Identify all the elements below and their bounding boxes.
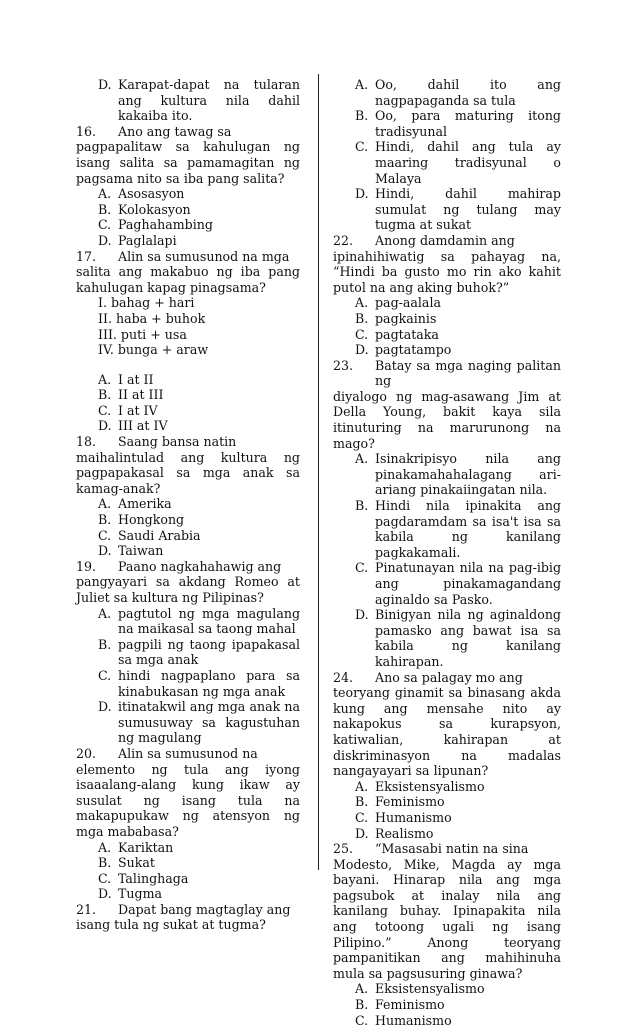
option-text: Karapat-dapat na tularan ang kultura nila dahil kakaiba ito. (118, 77, 300, 124)
question-number: 21. (76, 901, 97, 917)
option-c: C. pagtataka (355, 326, 439, 342)
question-21-options (333, 77, 561, 233)
option-b: B. Oo, para maturing itong tradisyunal (355, 108, 561, 139)
option-d: D. Binigyan nila ng aginaldong pamasko ang bawat isa sa kabila ng kanilang kahirapan. (355, 607, 561, 669)
option-a: A. Asosasyon (98, 186, 185, 202)
question-head: Batay sa mga naging palitan ng (375, 357, 561, 389)
column-divider (318, 74, 319, 870)
option-c: C. Hindi, dahil ang tula ay maaring tradisyunal o Malaya (355, 139, 561, 186)
list-item: III. puti + usa (98, 326, 187, 342)
option-b: B. pagkainis (355, 310, 437, 326)
question-number: 25. (333, 841, 354, 857)
question-text: diyalogo ng mag-asawang Jim at Della Young, bakit kaya sila itinuturing na marurunong na mago? (333, 388, 561, 451)
option-b: B. Sukat (98, 855, 155, 871)
option-a: A. pag-aalala (355, 295, 441, 311)
question-24 (333, 670, 561, 842)
option-d: D. III at IV (98, 418, 168, 434)
option-b: B. Feminismo (355, 794, 445, 810)
option-d: D. Hindi, dahil mahirap sumulat ng tulang may tugma at sukat (355, 186, 561, 233)
option-a: A. Isinakripisyo nila ang pinakamahahalagang ari-ariang pinakaiingatan nila. (355, 451, 561, 498)
option-c: C. Saudi Arabia (98, 527, 201, 543)
question-23 (333, 358, 561, 670)
question-number: 16. (76, 123, 97, 139)
option-d: D. Taiwan (98, 543, 164, 559)
question-head: Ano ang tawag sa (118, 123, 232, 139)
question-25 (333, 841, 561, 1028)
option-d: D. Paglalapi (98, 232, 177, 248)
option-b: B. pagpili ng taong ipapakasal sa mga anak (98, 636, 300, 668)
option-c: C. I at IV (98, 402, 158, 418)
option-b: B. Hindi nila ipinakita ang pagdaramdam sa isa't isa sa kabila ng kanilang pagkakamali. (355, 498, 561, 560)
option-a: A. I at II (98, 371, 154, 387)
question-head: Paano nagkahahawig ang (118, 558, 282, 574)
option-b: B. Hongkong (98, 512, 185, 528)
question-number: 17. (76, 248, 97, 264)
question-head: Anong damdamin ang (375, 232, 515, 248)
option-d: D. Realismo (355, 825, 434, 841)
question-number: 19. (76, 558, 97, 574)
question-head: Alin sa sumusunod na (118, 745, 258, 761)
list-item: I. bahag + hari (98, 295, 195, 311)
option-c: C. Humanismo (355, 809, 452, 825)
option-a: A. pagtutol ng mga magulang na maikasal sa taong mahal (98, 605, 300, 637)
list-item: II. haba + buhok (98, 310, 206, 326)
option-c: C. Humanismo (355, 1012, 452, 1028)
question-21 (76, 902, 300, 933)
option-a: A. Eksistensyalismo (355, 981, 485, 997)
option-c: C. Talinghaga (98, 870, 189, 886)
right-column (333, 77, 561, 1028)
option-c: C. hindi nagpaplano para sa kinabukasan ng mga anak (98, 667, 300, 699)
option-d: D. pagtatampo (355, 342, 452, 358)
question-22 (333, 233, 561, 358)
option-b: B. Feminismo (355, 997, 445, 1013)
question-text: salita ang makabuo ng iba pang kahulugan kapag pinagsama? (76, 264, 300, 295)
question-15-option-d (98, 77, 300, 124)
question-text: Modesto, Mike, Magda ay mga bayani. Hinarap nila ang mga pagsubok at inalay nila ang kanilang buhay. Ipinapakita nila ang totoong ugali ng isang Pilipino.” Anong teoryang pampanitikan ang mahihinuha mula sa pagsusuring ginawa? (333, 856, 561, 981)
question-text: teoryang ginamit sa binasang akda kung ang mensahe nito ay nakapokus sa kurapsyon, katiwalian, kahirapan at diskriminasyon na madalas nangayayari sa lipunan? (333, 685, 561, 779)
question-20 (76, 746, 300, 902)
option-a: A. Kariktan (98, 839, 174, 855)
option-d: D. itinatakwil ang mga anak na sumusuway sa kagustuhan ng magulang (98, 699, 300, 746)
question-16 (76, 124, 300, 249)
question-head: Ano sa palagay mo ang (375, 669, 523, 685)
option-c: C. Pinatunayan nila na pag-ibig ang pinakamagandang aginaldo sa Pasko. (355, 560, 561, 607)
question-text: isang tula ng sukat at tugma? (76, 917, 266, 933)
question-text: ipinahihiwatig sa pahayag na, “Hindi ba gusto mo rin ako kahit putol na ang aking buhok?” (333, 248, 561, 295)
question-head: Alin sa sumusunod na mga (118, 248, 290, 264)
option-letter: D. (98, 77, 112, 92)
option-d: D. Tugma (98, 886, 163, 902)
question-number: 18. (76, 434, 97, 450)
question-17 (76, 249, 300, 435)
question-text: pangyayari sa akdang Romeo at Juliet sa kultura ng Pilipinas? (76, 574, 300, 605)
left-column (76, 77, 300, 933)
question-head: Saang bansa natin (118, 434, 237, 450)
option-c: C. Paghahambing (98, 217, 213, 233)
question-text: pagpapalitaw sa kahulugan ng isang salita sa pamamagitan ng pagsama nito sa iba pang salita? (76, 139, 300, 186)
question-number: 22. (333, 232, 354, 248)
option-a: A. Eksistensyalismo (355, 778, 485, 794)
option-b: B. Kolokasyon (98, 201, 191, 217)
question-text: maihalintulad ang kultura ng pagpapakasal sa mga anak sa kamag-anak? (76, 449, 300, 496)
option-a: A. Oo, dahil ito ang nagpapaganda sa tula (355, 77, 561, 108)
question-head: Dapat bang magtaglay ang (118, 901, 291, 917)
option-a: A. Amerika (98, 496, 172, 512)
question-19 (76, 559, 300, 746)
question-18 (76, 434, 300, 559)
question-head: “Masasabi natin na sina (375, 841, 529, 857)
question-number: 24. (333, 669, 354, 685)
question-text: elemento ng tula ang iyong isaaalang-alang kung ikaw ay susulat ng isang tula na makapupukaw ng atensyon ng mga mababasa? (76, 761, 300, 839)
option-b: B. II at III (98, 387, 164, 403)
question-number: 20. (76, 745, 97, 761)
list-item: IV. bunga + araw (98, 342, 209, 358)
question-number: 23. (333, 357, 354, 373)
